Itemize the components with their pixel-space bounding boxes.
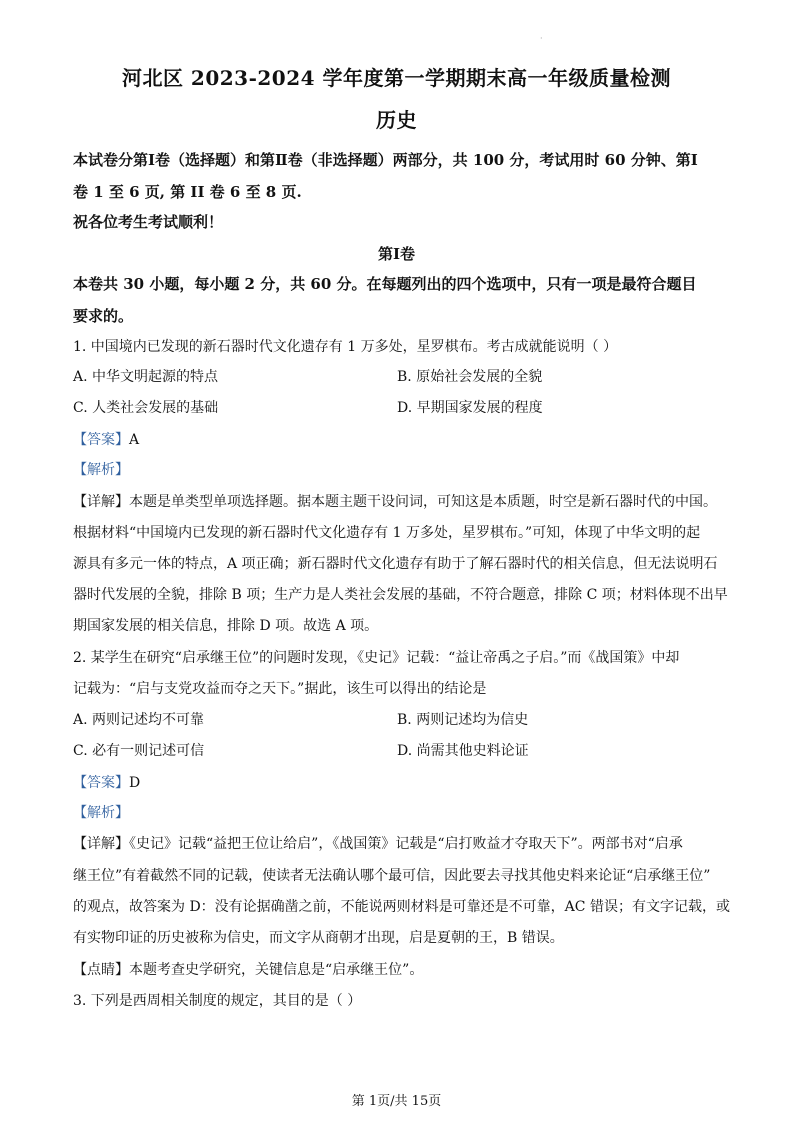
q1-detail-3: 源具有多元一体的特点，A 项正确；新石器时代文化遗存有助于了解石器时代的相关信息，但无法说明石 (73, 556, 718, 572)
detail-text: 本题是单类型单项选择题。据本题主题干设问词，可知这是本质题，时空是新石器时代的中国。 (129, 494, 717, 510)
q2-option-a: A. 两则记述均不可靠 (73, 712, 205, 728)
exam-subject: 历史 (376, 108, 417, 132)
q1-stem: 1. 中国境内已发现的新石器时代文化遗存有 1 万多处，星罗棋布。考古成就能说明（ ） (73, 339, 618, 355)
exam-title: 河北区 2023-2024 学年度第一学期期末高一年级质量检测 (121, 66, 672, 90)
q1-option-d: D. 早期国家发展的程度 (397, 400, 543, 416)
answer-label: 【答案】 (73, 432, 129, 448)
q3-stem: 3. 下列是西周相关制度的规定，其目的是（ ） (73, 993, 362, 1009)
q2-detail-1 (73, 834, 723, 854)
q1-detail-1 (73, 492, 723, 512)
q1-detail-5: 期国家发展的相关信息，排除 D 项。故选 A 项。 (73, 618, 379, 634)
q1-detail-2: 根据材料“中国境内已发现的新石器时代文化遗存有 1 万多处，星罗棋布。”可知，体现了中华文明的起 (73, 525, 701, 541)
section-desc-2: 要求的。 (73, 307, 134, 325)
intro-line-3: 祝各位考生考试顺利！ (73, 213, 224, 231)
section-title: 第Ⅰ卷 (377, 245, 416, 263)
section-desc-1: 本卷共 30 小题，每小题 2 分，共 60 分。在每题列出的四个选项中，只有一项是最符合题目 (73, 275, 697, 293)
detail-text: 《史记》记载“益把王位让给启”，《战国策》记载是“启打败益才夺取天下”。两部书对“启承 (129, 836, 683, 852)
answer-value: A (129, 432, 140, 448)
scan-mark: · (540, 34, 543, 43)
q2-option-c: C. 必有一则记述可信 (73, 743, 205, 759)
q1-option-b: B. 原始社会发展的全貌 (397, 369, 543, 385)
q1-analysis-label: 【解析】 (73, 462, 129, 478)
q2-analysis-label: 【解析】 (73, 805, 129, 821)
intro-line-2: 卷 1 至 6 页, 第 II 卷 6 至 8 页. (73, 183, 302, 201)
q2-answer (73, 773, 723, 793)
answer-value: D (129, 775, 141, 791)
q2-option-b: B. 两则记述均为信史 (397, 712, 529, 728)
detail-label: 【详解】 (73, 494, 129, 510)
page-footer: 第 1页/共 15页 (351, 1094, 442, 1109)
q2-detail-2: 继王位”有着截然不同的记载，使读者无法确认哪个最可信，因此要去寻找其他史料来论证“启承继王位” (73, 868, 711, 884)
q2-stem-2: 记载为：“启与支党攻益而夺之天下。”据此，该生可以得出的结论是 (73, 681, 487, 697)
q2-detail-4: 有实物印证的历史被称为信史，而文字从商朝才出现，启是夏朝的王，B 错误。 (73, 930, 564, 946)
q2-stem-1: 2. 某学生在研究“启承继王位”的问题时发现，《史记》记载：“益让帝禹之子启。”而《战国策》中却 (73, 650, 680, 666)
answer-label: 【答案】 (73, 775, 129, 791)
q1-answer (73, 430, 723, 450)
intro-line-1: 本试卷分第Ⅰ卷（选择题）和第Ⅱ卷（非选择题）两部分，共 100 分，考试用时 60 分钟、第Ⅰ (73, 151, 698, 169)
q2-option-d: D. 尚需其他史料论证 (397, 743, 529, 759)
comment-text: 本题考查史学研究，关键信息是“启承继王位”。 (129, 962, 424, 978)
q1-option-c: C. 人类社会发展的基础 (73, 400, 219, 416)
q1-detail-4: 器时代发展的全貌，排除 B 项；生产力是人类社会发展的基础，不符合题意，排除 C 项；材料体现不出早 (73, 587, 728, 603)
q2-comment (73, 960, 723, 980)
comment-label: 【点睛】 (73, 962, 129, 978)
q1-option-a: A. 中华文明起源的特点 (73, 369, 219, 385)
q2-detail-3: 的观点，故答案为 D：没有论据确凿之前，不能说两则材料是可靠还是不可靠，AC 错误；有文字记载，或 (73, 899, 730, 915)
detail-label: 【详解】 (73, 836, 129, 852)
